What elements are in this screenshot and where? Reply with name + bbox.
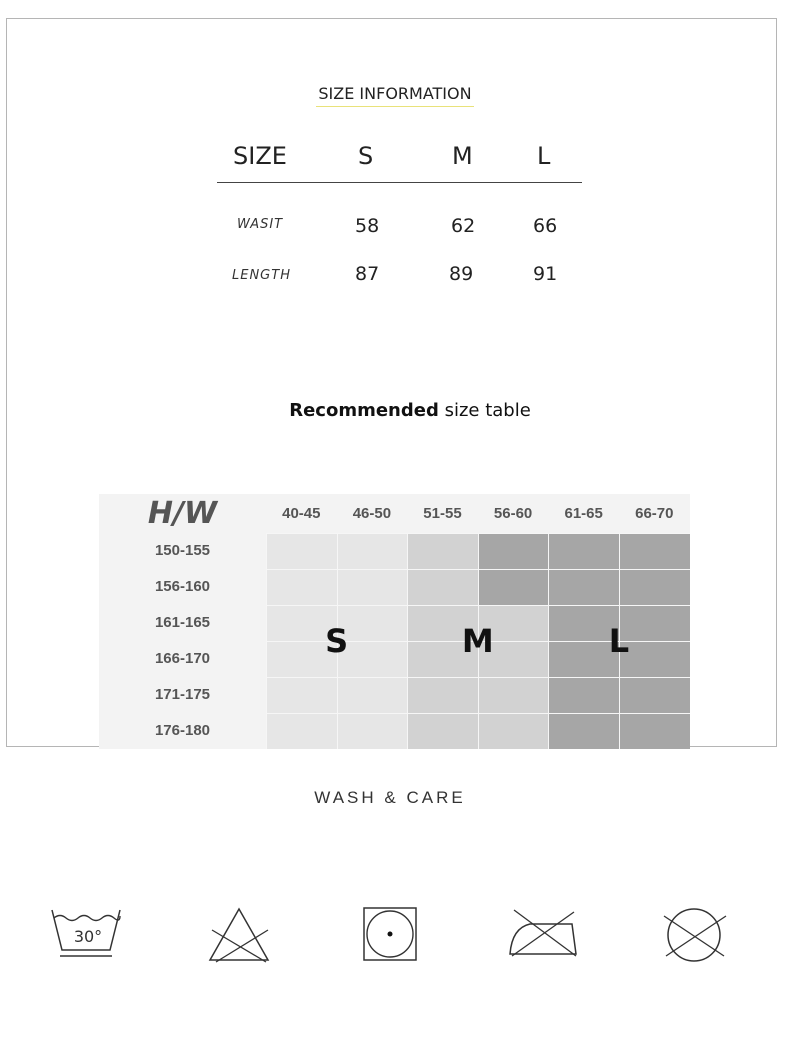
recommended-title: Recommended size table bbox=[289, 400, 531, 421]
size-header: SIZE bbox=[233, 142, 287, 170]
grid-row-header: 150-155 bbox=[99, 533, 266, 569]
grid-cell bbox=[337, 569, 408, 605]
no-dry-clean-icon bbox=[662, 906, 728, 964]
grid-cell bbox=[266, 533, 337, 569]
grid-cell bbox=[478, 569, 549, 605]
row-label-waist: WASIT bbox=[237, 217, 284, 232]
grid-cell bbox=[266, 677, 337, 713]
wash-temp-label: 30° bbox=[73, 927, 103, 946]
wash-care-title: WASH & CARE bbox=[314, 788, 466, 807]
grid-cell bbox=[619, 677, 690, 713]
grid-row-header: 171-175 bbox=[99, 677, 266, 713]
grid-column-header: 51-55 bbox=[407, 494, 478, 533]
grid-cell bbox=[266, 713, 337, 749]
grid-cell bbox=[407, 677, 478, 713]
grid-row-header: 156-160 bbox=[99, 569, 266, 605]
tumble-dry-low-icon bbox=[362, 906, 420, 962]
grid-cell bbox=[407, 713, 478, 749]
grid-cell bbox=[407, 569, 478, 605]
grid-cell bbox=[619, 569, 690, 605]
grid-cell bbox=[478, 677, 549, 713]
grid-cell bbox=[619, 533, 690, 569]
grid-cell bbox=[337, 713, 408, 749]
no-iron-icon bbox=[506, 906, 580, 960]
grid-cell bbox=[619, 713, 690, 749]
header-divider bbox=[217, 182, 582, 183]
grid-column-header: 40-45 bbox=[266, 494, 337, 533]
size-header-l: L bbox=[537, 142, 551, 170]
grid-corner-hw: H/W bbox=[99, 494, 266, 533]
grid-cell bbox=[478, 713, 549, 749]
grid-row-header: 161-165 bbox=[99, 605, 266, 641]
grid-size-label-s: S bbox=[325, 622, 349, 660]
grid-cell bbox=[548, 533, 619, 569]
waist-m-value: 62 bbox=[451, 215, 476, 237]
grid-row-header: 166-170 bbox=[99, 641, 266, 677]
waist-l-value: 66 bbox=[533, 215, 558, 237]
grid-column-header: 66-70 bbox=[619, 494, 690, 533]
grid-cell bbox=[548, 569, 619, 605]
waist-s-value: 58 bbox=[355, 215, 380, 237]
grid-column-header: 61-65 bbox=[548, 494, 619, 533]
grid-column-header: 46-50 bbox=[337, 494, 408, 533]
grid-size-label-l: L bbox=[608, 622, 630, 660]
length-s-value: 87 bbox=[355, 263, 380, 285]
grid-cell bbox=[548, 713, 619, 749]
length-m-value: 89 bbox=[449, 263, 474, 285]
row-label-length: LENGTH bbox=[232, 268, 291, 283]
size-header-m: M bbox=[452, 142, 473, 170]
length-l-value: 91 bbox=[533, 263, 558, 285]
wash-30-icon bbox=[48, 906, 124, 962]
grid-cell bbox=[337, 677, 408, 713]
grid-cell bbox=[478, 533, 549, 569]
grid-cell bbox=[266, 569, 337, 605]
size-info-title: SIZE INFORMATION bbox=[0, 84, 790, 103]
recommended-size-table bbox=[99, 494, 690, 747]
grid-cell bbox=[548, 677, 619, 713]
no-bleach-icon bbox=[206, 906, 272, 964]
grid-cell bbox=[337, 533, 408, 569]
grid-row-header: 176-180 bbox=[99, 713, 266, 749]
grid-size-label-m: M bbox=[461, 622, 494, 660]
grid-column-header: 56-60 bbox=[478, 494, 549, 533]
grid-cell bbox=[407, 533, 478, 569]
size-header-s: S bbox=[358, 142, 374, 170]
